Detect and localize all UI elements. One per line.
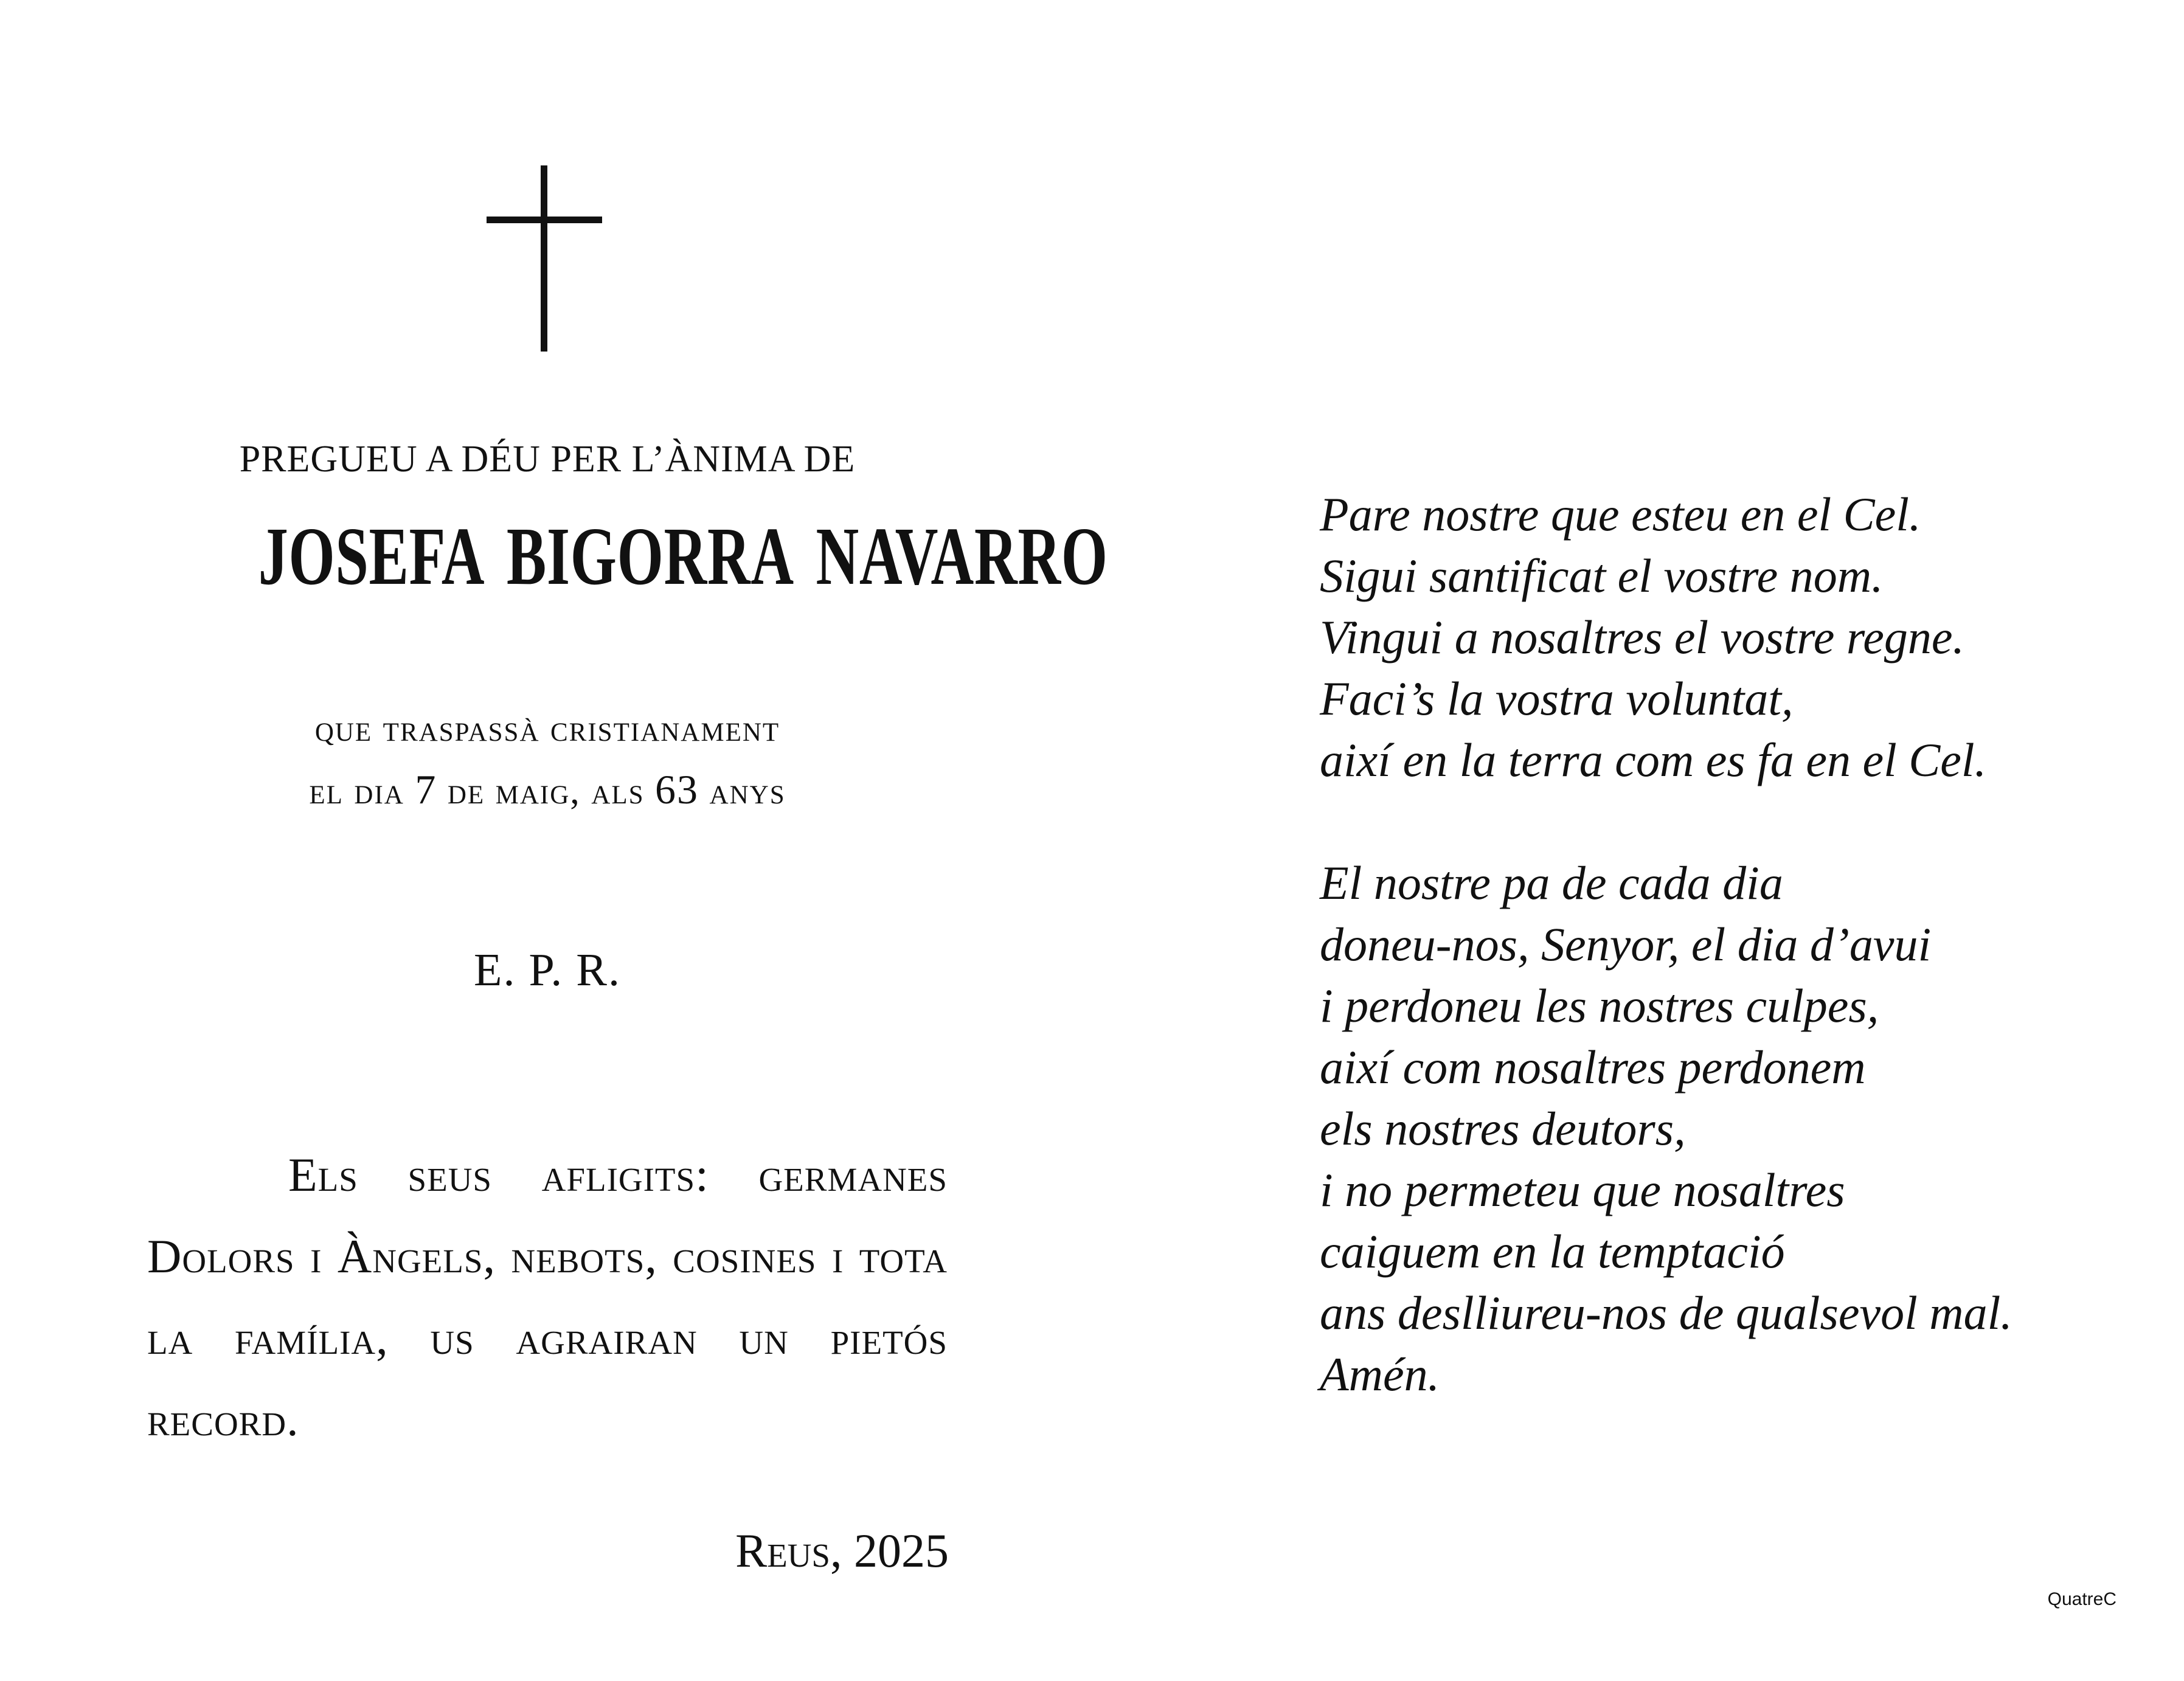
prayer-request-line: PREGUEU A DÉU PER L’ÀNIMA DE <box>239 438 856 480</box>
death-line-2-suffix: anys <box>709 771 786 812</box>
cross-vertical-bar <box>541 165 547 352</box>
rip-abbreviation: E. P. R. <box>474 944 621 996</box>
prayer-line: Vingui a nosaltres el vostre regne. <box>1320 611 1965 664</box>
prayer-line: així com nosaltres perdonem <box>1320 1041 1866 1094</box>
year: 2025 <box>854 1524 949 1577</box>
prayer-line: El nostre pa de cada dia <box>1320 856 1783 909</box>
deceased-name: JOSEFA BIGORRA NAVARRO <box>258 511 1108 602</box>
prayer-line: així en la terra com es fa en el Cel. <box>1320 733 1987 786</box>
prayer-line: doneu-nos, Senyor, el dia d’avui <box>1320 918 1932 971</box>
death-line-2-middle: de maig, als <box>447 771 645 812</box>
printer-brand: QuatreC <box>2047 1589 2116 1609</box>
death-age: 63 <box>655 766 699 813</box>
death-day: 7 <box>415 766 437 813</box>
prayer-line: caiguem en la temptació <box>1320 1225 1785 1278</box>
death-line-1: que traspassà cristianament <box>314 708 780 749</box>
place-and-year <box>547 1523 949 1578</box>
prayer-line: els nostres deutors, <box>1320 1102 1686 1155</box>
prayer-line: Amén. <box>1320 1348 1440 1401</box>
prayer-line: ans deslliureu-nos de qualsevol mal. <box>1320 1286 2012 1339</box>
prayer-line: i perdoneu les nostres culpes, <box>1320 979 1879 1032</box>
cross-horizontal-bar <box>487 217 602 223</box>
death-line-2 <box>146 765 949 816</box>
place-name: Reus, <box>735 1524 842 1577</box>
death-line-2-prefix: el dia <box>309 771 404 812</box>
prayer-line: i no permeteu que nosaltres <box>1320 1163 1845 1216</box>
latin-cross-icon <box>487 165 602 352</box>
prayer-line: Faci’s la vostra voluntat, <box>1320 672 1794 725</box>
lords-prayer <box>1320 484 2110 1405</box>
prayer-line: Pare nostre que esteu en el Cel. <box>1320 488 1921 541</box>
stanza-break <box>1320 791 2110 852</box>
family-message: Els seus afligits: germanes Dolors i Àngels, nebots, cosines i tota la família, us agrairan un pietós record. <box>147 1148 948 1446</box>
prayer-line: Sigui santificat el vostre nom. <box>1320 549 1884 602</box>
